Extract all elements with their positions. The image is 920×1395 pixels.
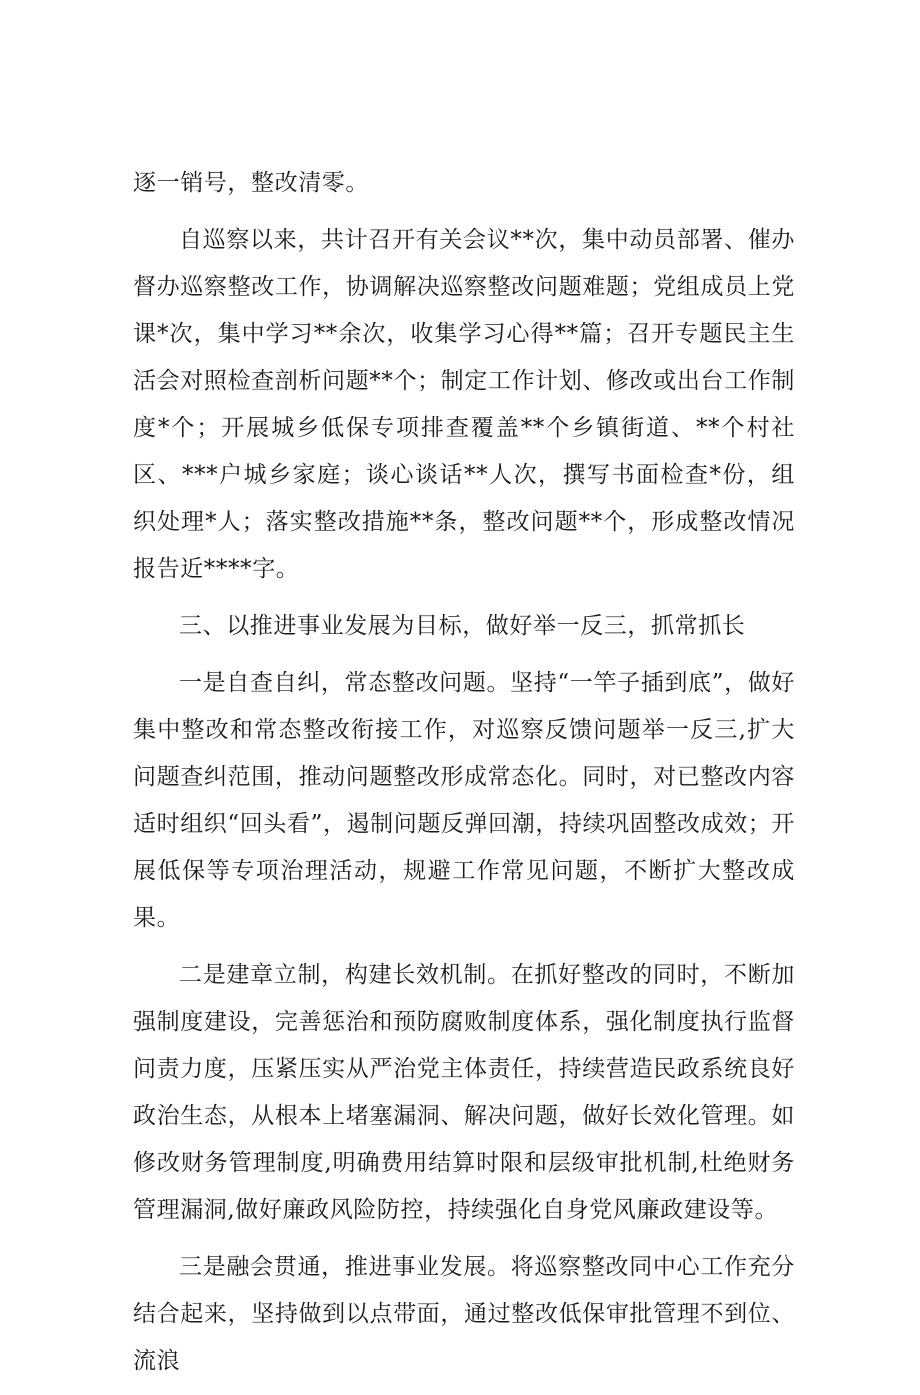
- paragraph-continuation: 逐一销号，整改清零。: [133, 170, 369, 196]
- paragraph-self-inspection: 一是自查自纠，常态整改问题。坚持“一竿子插到底”，做好集中整改和常态整改衔接工作，对巡察反馈问题举一反三,扩大问题查纠范围，推动问题整改形成常态化。同时，对已整改内容适时组织“回头看”，遏制问题反弹回潮，持续巩固整改成效；开展低保等专项治理活动，规避工作常见问题，不断扩大整改成果。: [133, 670, 795, 931]
- document-body: [133, 160, 795, 1395]
- paragraph-integration: 三是融会贯通，推进事业发展。将巡察整改同中心工作充分结合起来，坚持做到以点带面，通过整改低保审批管理不到位、流浪: [133, 1254, 795, 1374]
- paragraph-work-summary: 自巡察以来，共计召开有关会议**次，集中动员部署、催办督办巡察整改工作，协调解决巡察整改问题难题；党组成员上党课*次，集中学习**余次，收集学习心得**篇；召开专题民主生活会对照检查剖析问题**个；制定工作计划、修改或出台工作制度*个；开展城乡低保专项排查覆盖**个乡镇街道、**个村社区、***户城乡家庭；谈心谈话**人次，撰写书面检查*份，组织处理*人；落实整改措施**条，整改问题**个，形成整改情况报告近****字。: [133, 227, 795, 582]
- section-heading-three: 三、以推进事业发展为目标，做好举一反三，抓常抓长: [179, 613, 746, 639]
- paragraph-institution-building: 二是建章立制，构建长效机制。在抓好整改的同时，不断加强制度建设，完善惩治和预防腐败制度体系，强化制度执行监督问责力度，压紧压实从严治党主体责任，持续营造民政系统良好政治生态，从根本上堵塞漏洞、解决问题，做好长效化管理。如修改财务管理制度,明确费用结算时限和层级审批机制,杜绝财务管理漏洞,做好廉政风险防控，持续强化自身党风廉政建设等。: [133, 962, 795, 1223]
